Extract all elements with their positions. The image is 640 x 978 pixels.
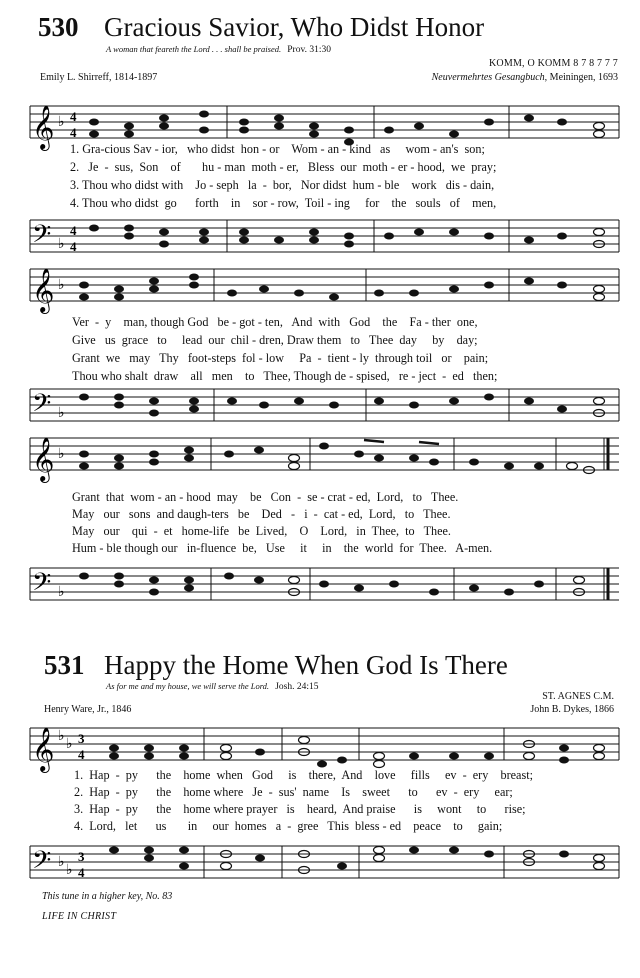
lyric-line: May our sons and daugh-ters be Ded - i - cat - ed, Lord, to Thee. — [72, 507, 451, 521]
svg-text:4: 4 — [70, 109, 77, 124]
svg-text:♭: ♭ — [58, 237, 65, 252]
section-label: LIFE IN CHRIST — [42, 911, 117, 922]
svg-text:𝄢: 𝄢 — [32, 846, 52, 881]
scripture-text: A woman that feareth the Lord . . . shall be praised. — [106, 44, 282, 54]
svg-text:4: 4 — [78, 865, 85, 880]
lyric-line: 2. Je - sus, Son of hu - man moth - er, Bless our moth - er - hood, we pray; — [70, 160, 497, 174]
svg-text:♭: ♭ — [58, 115, 65, 130]
hymn-530-tune: KOMM, O KOMM 8 7 8 7 7 7 — [489, 58, 618, 69]
hymn-530-number: 530 — [38, 12, 79, 42]
bass-staff-531 — [14, 836, 624, 896]
svg-text:4: 4 — [70, 223, 77, 238]
lyric-line: 4. Thou who didst go forth in sor - row, Toil - ing for the souls of men, — [70, 196, 497, 210]
lyric-line: 2. Hap - py the home where Je - sus' name Is sweet to ev - ery ear; — [74, 785, 513, 799]
source-place: Meiningen, 1693 — [549, 72, 618, 83]
svg-text:3: 3 — [78, 849, 85, 864]
svg-text:♭: ♭ — [66, 737, 73, 752]
hymn-530-source — [432, 72, 618, 83]
hymn-530-author: Emily L. Shirreff, 1814-1897 — [40, 72, 158, 83]
lyric-line: May our qui - et home-life be Lived, O Lord, in Thee, to Thee. — [72, 524, 451, 538]
source-book: Neuvermehrtes Gesangbuch, — [431, 72, 548, 83]
hymn-531-scripture — [106, 681, 318, 692]
higher-key-note: This tune in a higher key, No. 83 — [42, 891, 173, 902]
hymn-530-title: Gracious Savior, Who Didst Honor — [104, 12, 485, 42]
svg-text:𝄢: 𝄢 — [32, 389, 52, 424]
lyric-line: Give us grace to lead our chil - dren, Draw them to Thee day by day; — [72, 333, 478, 347]
svg-text:♭: ♭ — [58, 406, 65, 421]
svg-text:4: 4 — [78, 747, 85, 762]
treble-staff-2 — [14, 259, 624, 319]
music-system-3 — [14, 420, 624, 610]
svg-text:𝄢: 𝄢 — [32, 568, 52, 603]
lyric-line: Hum - ble though our in-fluence be, Use it in the world for Thee. A-men. — [72, 541, 493, 555]
hymn-531-title: Happy the Home When God Is There — [104, 650, 508, 680]
svg-text:𝄞: 𝄞 — [32, 727, 55, 771]
svg-text:𝄞: 𝄞 — [32, 437, 55, 481]
svg-text:♭: ♭ — [58, 278, 65, 293]
music-system-531 — [14, 712, 624, 887]
scripture-ref: Prov. 31:30 — [287, 45, 331, 55]
hymn-531-author: Henry Ware, Jr., 1846 — [44, 704, 132, 715]
bass-staff-3 — [14, 558, 624, 618]
svg-text:♭: ♭ — [58, 585, 65, 600]
svg-text:𝄞: 𝄞 — [32, 268, 55, 312]
svg-text:♭: ♭ — [58, 447, 65, 462]
hymn-531-tune: ST. AGNES C.M. — [542, 691, 614, 702]
lyric-line: 3. Hap - py the home where prayer is heard, And praise is wont to rise; — [74, 802, 526, 816]
lyric-line: 3. Thou who didst with Jo - seph la - bor, Nor didst hum - ble work dis - dain, — [70, 178, 495, 192]
svg-text:♭: ♭ — [58, 855, 65, 870]
svg-text:4: 4 — [70, 239, 77, 254]
lyric-line: Ver - y man, though God be - got - ten, And with God the Fa - ther one, — [72, 315, 478, 329]
svg-text:𝄞: 𝄞 — [32, 105, 55, 149]
svg-text:♭: ♭ — [66, 863, 73, 878]
music-system-1 — [14, 90, 624, 270]
svg-text:𝄢: 𝄢 — [32, 220, 52, 255]
scripture-ref: Josh. 24:15 — [275, 682, 319, 692]
lyric-line: 1. Hap - py the home when God is there, And love fills ev - ery breast; — [74, 768, 533, 782]
treble-staff-3 — [14, 428, 624, 498]
lyric-line: 4. Lord, let us in our homes a - gree This bless - ed peace to gain; — [74, 819, 503, 833]
hymn-531-number: 531 — [44, 650, 85, 680]
svg-text:♭: ♭ — [58, 729, 65, 744]
lyric-line: 1. Gra-cious Sav - ior, who didst hon - or Wom - an - kind as wom - an's son; — [70, 142, 485, 156]
lyric-line: Thou who shalt draw all men to Thee, Though de - spised, re - ject - ed then; — [72, 369, 498, 383]
music-system-2 — [14, 255, 624, 425]
svg-text:3: 3 — [78, 731, 85, 746]
hymn-531-composer: John B. Dykes, 1866 — [530, 704, 614, 715]
svg-text:4: 4 — [70, 125, 77, 140]
lyric-line: Grant we may Thy foot-steps fol - low Pa - tient - ly through toil or pain; — [72, 351, 489, 365]
scripture-text: As for me and my house, we will serve the Lord. — [106, 681, 270, 691]
hymn-530-scripture — [106, 44, 331, 55]
lyric-line: Grant that wom - an - hood may be Con - se - crat - ed, Lord, to Thee. — [72, 490, 459, 504]
